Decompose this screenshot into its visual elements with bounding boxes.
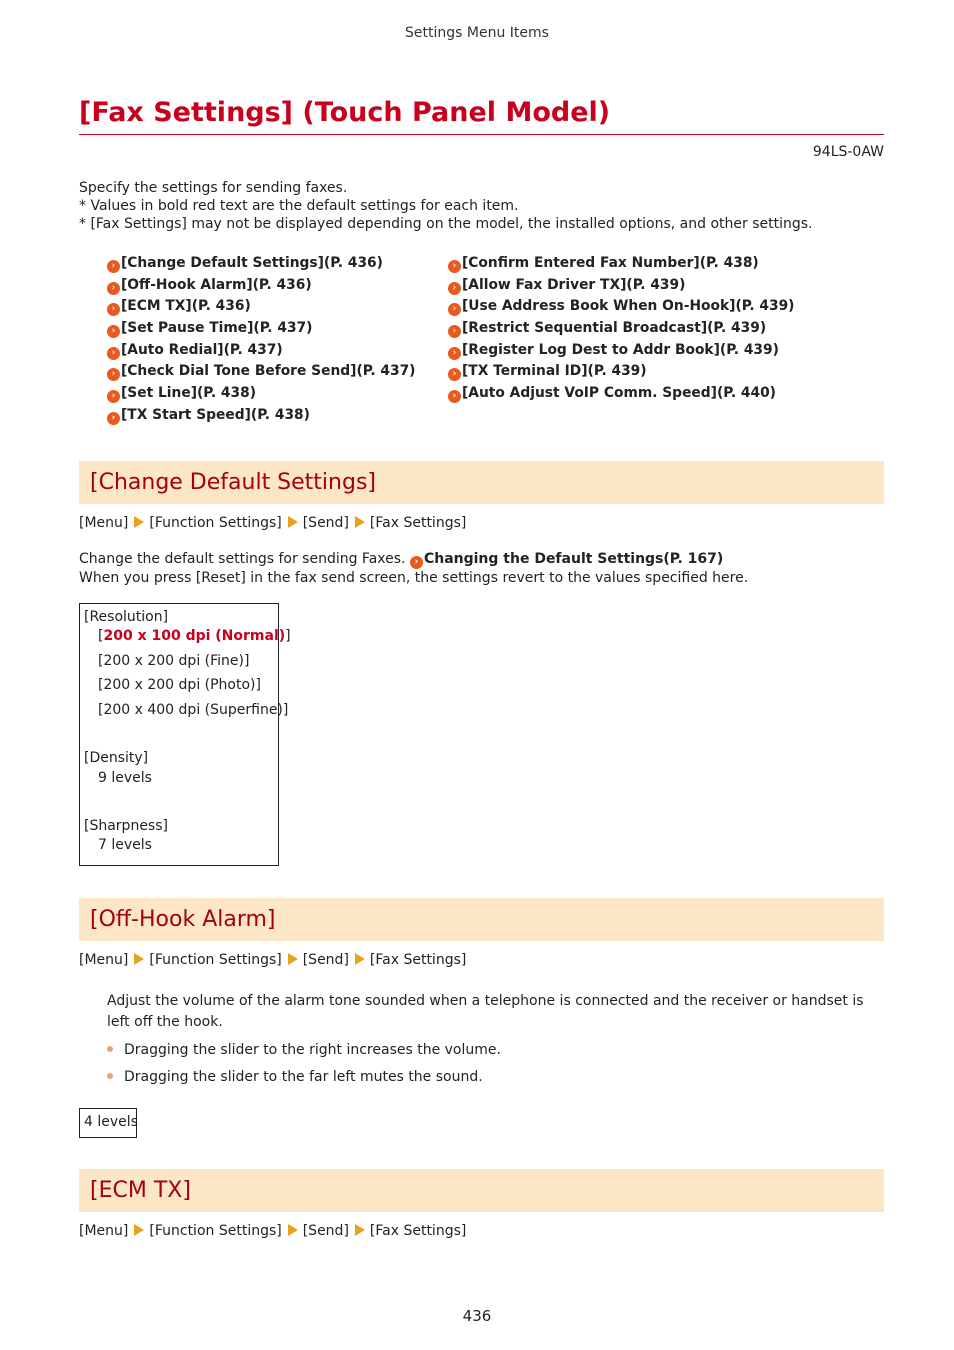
toc-link[interactable]: › [Off-Hook Alarm](P. 436) bbox=[107, 275, 415, 297]
breadcrumb-item: [Send] bbox=[302, 952, 349, 968]
breadcrumb-arrow-icon bbox=[134, 953, 144, 965]
breadcrumb-arrow-icon bbox=[288, 516, 298, 528]
toc-link[interactable]: › [Auto Adjust VoIP Comm. Speed](P. 440) bbox=[448, 383, 794, 405]
link-arrow-icon: › bbox=[107, 390, 120, 403]
setting-value: 4 levels bbox=[84, 1114, 138, 1130]
setting-option: [200 x 400 dpi (Superfine)] bbox=[98, 702, 289, 718]
setting-option: [200 x 200 dpi (Photo)] bbox=[98, 677, 261, 693]
intro-line: Specify the settings for sending faxes. bbox=[79, 180, 348, 196]
section-header-change-default bbox=[79, 461, 884, 504]
section-title: [ECM TX] bbox=[90, 1178, 191, 1203]
toc-link[interactable]: › [Set Pause Time](P. 437) bbox=[107, 318, 415, 340]
link-arrow-icon: › bbox=[410, 556, 423, 569]
breadcrumb bbox=[79, 1223, 466, 1239]
cross-reference-link[interactable]: › Changing the Default Settings(P. 167) bbox=[410, 551, 723, 567]
link-arrow-icon: › bbox=[107, 347, 120, 360]
toc-link[interactable]: › [Confirm Entered Fax Number](P. 438) bbox=[448, 253, 794, 275]
document-id: 94LS-0AW bbox=[812, 144, 884, 160]
link-arrow-icon: › bbox=[448, 368, 461, 381]
toc-link[interactable]: › [Allow Fax Driver TX](P. 439) bbox=[448, 275, 794, 297]
link-arrow-icon: › bbox=[107, 412, 120, 425]
toc-link[interactable]: › [ECM TX](P. 436) bbox=[107, 296, 415, 318]
breadcrumb-item: [Menu] bbox=[79, 952, 129, 968]
intro-line: * [Fax Settings] may not be displayed depending on the model, the installed options, and other settings. bbox=[79, 216, 813, 232]
breadcrumb-item: [Fax Settings] bbox=[369, 1223, 467, 1239]
page-number: 436 bbox=[462, 1307, 492, 1325]
bullet-icon bbox=[107, 1073, 113, 1079]
breadcrumb-item: [Menu] bbox=[79, 515, 129, 531]
link-arrow-icon: › bbox=[448, 347, 461, 360]
link-arrow-icon: › bbox=[107, 303, 120, 316]
section-description bbox=[79, 550, 884, 587]
breadcrumb bbox=[79, 952, 466, 968]
link-arrow-icon: › bbox=[448, 390, 461, 403]
toc-column-right bbox=[448, 253, 794, 405]
toc-column-left bbox=[107, 253, 415, 427]
settings-values-box bbox=[79, 1108, 137, 1138]
toc-link[interactable]: › [Restrict Sequential Broadcast](P. 439) bbox=[448, 318, 794, 340]
setting-option: [200 x 200 dpi (Fine)] bbox=[98, 653, 250, 669]
toc-link[interactable]: › [Use Address Book When On-Hook](P. 439) bbox=[448, 296, 794, 318]
link-arrow-icon: › bbox=[448, 303, 461, 316]
toc-link[interactable]: › [TX Terminal ID](P. 439) bbox=[448, 361, 794, 383]
breadcrumb-item: [Send] bbox=[302, 515, 349, 531]
setting-option-default: [200 x 100 dpi (Normal)] bbox=[98, 628, 291, 644]
setting-label: [Density] bbox=[84, 750, 149, 766]
section-title: [Change Default Settings] bbox=[90, 470, 376, 495]
bullet-icon bbox=[107, 1046, 113, 1052]
toc-link[interactable]: › [Auto Redial](P. 437) bbox=[107, 340, 415, 362]
toc-link[interactable]: › [TX Start Speed](P. 438) bbox=[107, 405, 415, 427]
breadcrumb-arrow-icon bbox=[355, 516, 365, 528]
breadcrumb-arrow-icon bbox=[355, 953, 365, 965]
section-title: [Off-Hook Alarm] bbox=[90, 907, 276, 932]
bullet-item: Dragging the slider to the far left mutes the sound. bbox=[107, 1069, 483, 1085]
settings-values-box bbox=[79, 603, 291, 866]
breadcrumb-item: [Send] bbox=[302, 1223, 349, 1239]
toc-link[interactable]: › [Set Line](P. 438) bbox=[107, 383, 415, 405]
link-arrow-icon: › bbox=[107, 368, 120, 381]
link-arrow-icon: › bbox=[107, 325, 120, 338]
description-text: Change the default settings for sending Faxes. bbox=[79, 551, 406, 567]
breadcrumb-item: [Function Settings] bbox=[149, 1223, 282, 1239]
page-title: [Fax Settings] (Touch Panel Model) bbox=[79, 94, 884, 135]
toc-link[interactable]: › [Register Log Dest to Addr Book](P. 439) bbox=[448, 340, 794, 362]
intro-text bbox=[79, 179, 884, 233]
breadcrumb-item: [Function Settings] bbox=[149, 952, 282, 968]
breadcrumb-arrow-icon bbox=[134, 516, 144, 528]
breadcrumb-arrow-icon bbox=[355, 1224, 365, 1236]
intro-line: * Values in bold red text are the default settings for each item. bbox=[79, 198, 519, 214]
section-header-off-hook-alarm bbox=[79, 898, 884, 941]
setting-value: 9 levels bbox=[98, 770, 152, 786]
breadcrumb-item: [Fax Settings] bbox=[369, 515, 467, 531]
link-arrow-icon: › bbox=[448, 260, 461, 273]
breadcrumb-item: [Function Settings] bbox=[149, 515, 282, 531]
link-arrow-icon: › bbox=[448, 325, 461, 338]
section-paragraph: Adjust the volume of the alarm tone sounded when a telephone is connected and the receiver or handset is left off the hook. bbox=[107, 993, 864, 1030]
running-header: Settings Menu Items bbox=[405, 25, 549, 41]
setting-value: 7 levels bbox=[98, 837, 152, 853]
link-arrow-icon: › bbox=[107, 260, 120, 273]
breadcrumb-item: [Fax Settings] bbox=[369, 952, 467, 968]
toc-link[interactable]: › [Change Default Settings](P. 436) bbox=[107, 253, 415, 275]
setting-label: [Sharpness] bbox=[84, 818, 168, 834]
setting-label: [Resolution] bbox=[84, 609, 169, 625]
toc-link[interactable]: › [Check Dial Tone Before Send](P. 437) bbox=[107, 361, 415, 383]
breadcrumb-arrow-icon bbox=[288, 953, 298, 965]
link-arrow-icon: › bbox=[107, 282, 120, 295]
section-header-ecm-tx bbox=[79, 1169, 884, 1212]
breadcrumb-arrow-icon bbox=[134, 1224, 144, 1236]
link-arrow-icon: › bbox=[448, 282, 461, 295]
breadcrumb-item: [Menu] bbox=[79, 1223, 129, 1239]
bullet-item: Dragging the slider to the right increases the volume. bbox=[107, 1042, 501, 1058]
description-text: When you press [Reset] in the fax send screen, the settings revert to the values specified here. bbox=[79, 570, 749, 586]
breadcrumb bbox=[79, 515, 466, 531]
breadcrumb-arrow-icon bbox=[288, 1224, 298, 1236]
